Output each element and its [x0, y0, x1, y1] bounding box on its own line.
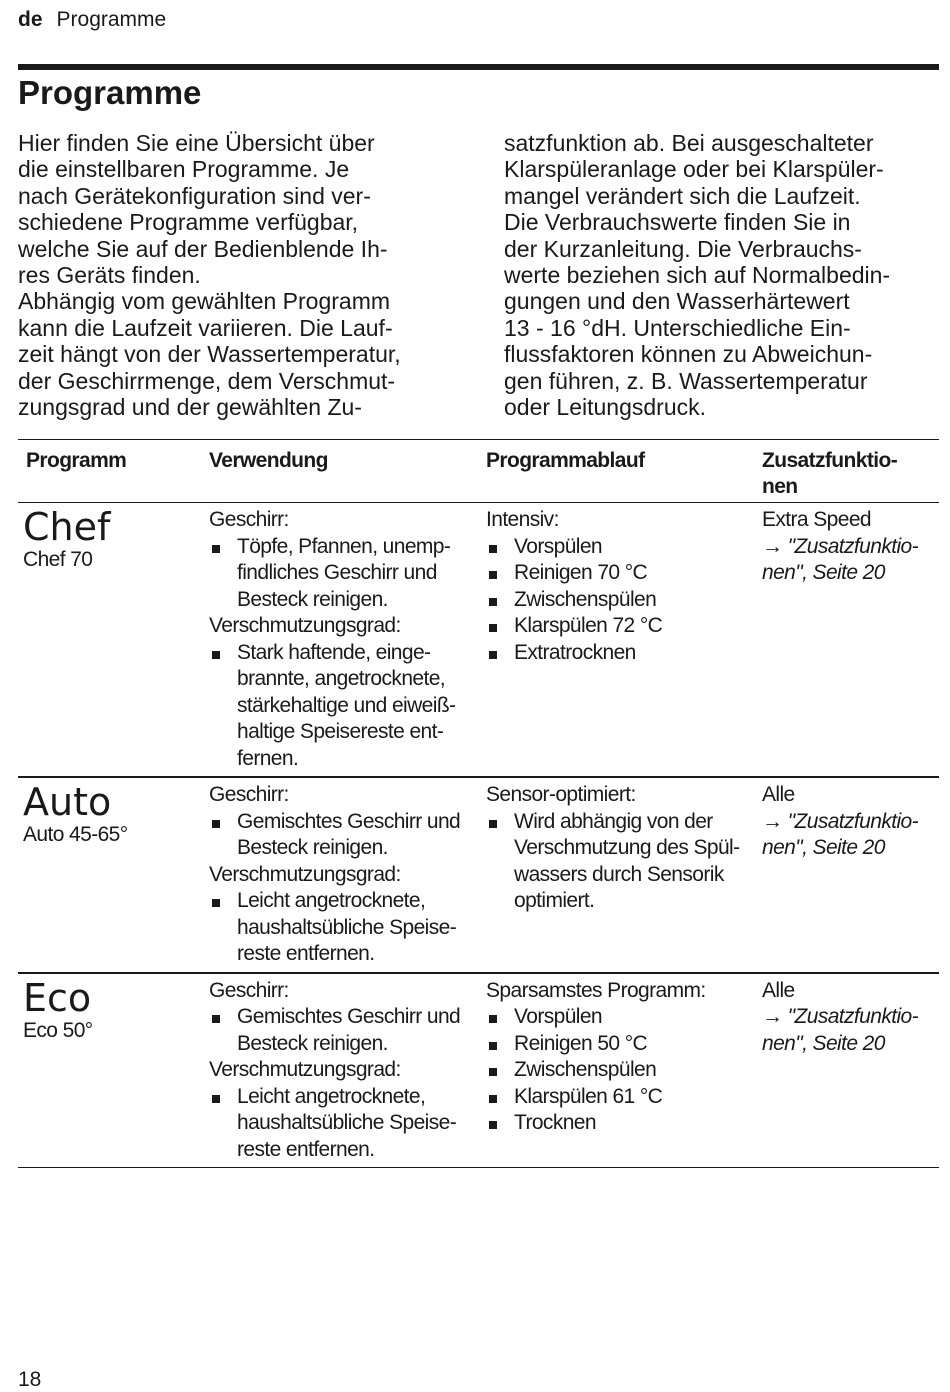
flow-cell	[478, 777, 754, 973]
program-subname: Chef 70	[23, 548, 93, 571]
intro-line: zungsgrad und der gewählten Zu-	[18, 394, 362, 421]
usage-label: Geschirr:	[209, 978, 289, 1002]
arrow-right-icon: →	[762, 809, 783, 833]
intro-line: res Geräts finden.	[18, 262, 201, 289]
usage-list	[209, 809, 472, 862]
intro-line: Die Verbrauchswerte finden Sie in	[504, 209, 851, 236]
list-item: Gemischtes Geschirr und Besteck reinigen.	[209, 809, 472, 862]
extra-functions: Alle	[762, 978, 795, 1002]
list-item: Vorspülen	[486, 1004, 748, 1031]
program-cell	[18, 973, 201, 1168]
usage-list	[209, 534, 472, 614]
intro-line: gen führen, z. B. Wassertemperatur	[504, 367, 868, 394]
list-item: Zwischenspülen	[486, 1057, 748, 1084]
list-item: Zwischenspülen	[486, 587, 748, 614]
intro-line: zeit hängt von der Wassertemperatur,	[18, 341, 401, 368]
flow-label: Sparsamstes Programm:	[486, 978, 706, 1002]
program-name: Chef	[23, 505, 111, 549]
page-number: 18	[18, 1368, 42, 1391]
extra-functions: Alle	[762, 783, 795, 806]
extra-cell	[754, 973, 939, 1168]
intro-right-column	[504, 130, 944, 420]
intro-line: Abhängig vom gewählten Programm	[18, 288, 391, 315]
list-item: Leicht angetrocknete, haushaltsübliche Speise- reste entfernen.	[209, 888, 472, 968]
program-cell	[18, 503, 201, 778]
intro-line: nach Gerätekonfiguration sind ver-	[18, 182, 371, 209]
flow-list	[486, 534, 748, 667]
list-item: Klarspülen 61 °C	[486, 1084, 748, 1111]
flow-label: Intensiv:	[486, 508, 559, 531]
page-title: Programme	[18, 74, 202, 111]
intro-left-column	[18, 130, 463, 420]
header-programm: Programm	[26, 449, 127, 472]
flow-list	[486, 809, 748, 915]
reference	[762, 809, 933, 862]
intro-line: schiedene Programme verfügbar,	[18, 209, 359, 236]
list-item: Reinigen 70 °C	[486, 560, 748, 587]
flow-cell	[478, 973, 754, 1168]
usage-list	[209, 640, 472, 773]
usage-list	[209, 1084, 472, 1164]
header-zusatzfunktionen: Zusatzfunktio- nen	[762, 449, 898, 498]
reference-link: "Zusatzfunktio- nen", Seite 20	[762, 534, 918, 584]
table-row	[18, 973, 939, 1168]
flow-list	[486, 1004, 748, 1137]
list-item: Wird abhängig von der Verschmutzung des Spül- wassers durch Sensorik optimiert.	[486, 809, 748, 915]
header-programmablauf: Programmablauf	[486, 449, 645, 472]
list-item: Reinigen 50 °C	[486, 1031, 748, 1058]
intro-line: Klarspüleranlage oder bei Klarspüler-	[504, 156, 884, 183]
list-item: Leicht angetrocknete, haushaltsübliche Speise- reste entfernen.	[209, 1084, 472, 1164]
language-code: de	[18, 8, 43, 31]
usage-label: Verschmutzungsgrad:	[209, 614, 401, 637]
usage-label: Geschirr:	[209, 508, 289, 531]
list-item: Töpfe, Pfannen, unemp- findliches Geschirr und Besteck reinigen.	[209, 534, 472, 614]
intro-line: gungen und den Wasserhärtewert	[504, 288, 850, 315]
intro-line: mangel verändert sich die Laufzeit.	[504, 182, 861, 209]
intro-line: 13 - 16 °dH. Unterschiedliche Ein-	[504, 314, 851, 341]
usage-list	[209, 1004, 472, 1057]
page-header	[18, 8, 166, 32]
header-rule	[18, 64, 939, 70]
table-row	[18, 777, 939, 973]
list-item: Klarspülen 72 °C	[486, 613, 748, 640]
usage-cell	[201, 503, 478, 778]
arrow-right-icon: →	[762, 1005, 783, 1028]
table-header-row	[18, 440, 939, 503]
header-verwendung: Verwendung	[209, 449, 328, 472]
flow-cell	[478, 503, 754, 778]
program-cell	[18, 777, 201, 973]
intro-line: der Geschirrmenge, dem Verschmut-	[18, 367, 396, 394]
program-subname: Auto 45-65°	[23, 823, 128, 846]
table-row	[18, 503, 939, 778]
usage-cell	[201, 777, 478, 973]
list-item: Trocknen	[486, 1110, 748, 1137]
intro-line: oder Leitungsdruck.	[504, 394, 707, 421]
extra-functions: Extra Speed	[762, 508, 871, 531]
intro-line: Hier finden Sie eine Übersicht über	[18, 130, 375, 156]
usage-label: Geschirr:	[209, 783, 289, 806]
flow-label: Sensor-optimiert:	[486, 783, 636, 806]
intro-line: die einstellbaren Programme. Je	[18, 156, 350, 183]
program-name: Auto	[23, 780, 112, 824]
intro-line: flussfaktoren können zu Abweichun-	[504, 341, 873, 368]
program-subname: Eco 50°	[23, 1018, 93, 1042]
intro-line: werte beziehen sich auf Normalbedin-	[504, 262, 891, 289]
list-item: Vorspülen	[486, 534, 748, 561]
arrow-right-icon: →	[762, 534, 783, 558]
usage-list	[209, 888, 472, 968]
reference	[762, 534, 933, 587]
list-item: Stark haftende, einge- brannte, angetrocknete, stärkehaltige und eiweiß- haltige Speisereste ent- fernen.	[209, 640, 472, 773]
extra-cell	[754, 777, 939, 973]
usage-cell	[201, 973, 478, 1168]
header-section: Programme	[56, 8, 167, 31]
reference	[762, 1004, 933, 1057]
extra-cell	[754, 503, 939, 778]
usage-label: Verschmutzungsgrad:	[209, 1058, 401, 1081]
program-name: Eco	[23, 975, 92, 1020]
reference-link: "Zusatzfunktio- nen", Seite 20	[762, 1005, 918, 1055]
reference-link: "Zusatzfunktio- nen", Seite 20	[762, 809, 918, 859]
usage-label: Verschmutzungsgrad:	[209, 862, 401, 886]
programs-table	[18, 439, 939, 1168]
intro-line: welche Sie auf der Bedienblende Ih-	[18, 235, 388, 262]
intro-line: satzfunktion ab. Bei ausgeschalteter	[504, 130, 874, 156]
intro-line: kann die Laufzeit variieren. Die Lauf-	[18, 314, 393, 341]
intro-line: der Kurzanleitung. Die Verbrauchs-	[504, 235, 862, 262]
list-item: Extratrocknen	[486, 640, 748, 667]
list-item: Gemischtes Geschirr und Besteck reinigen.	[209, 1004, 472, 1057]
